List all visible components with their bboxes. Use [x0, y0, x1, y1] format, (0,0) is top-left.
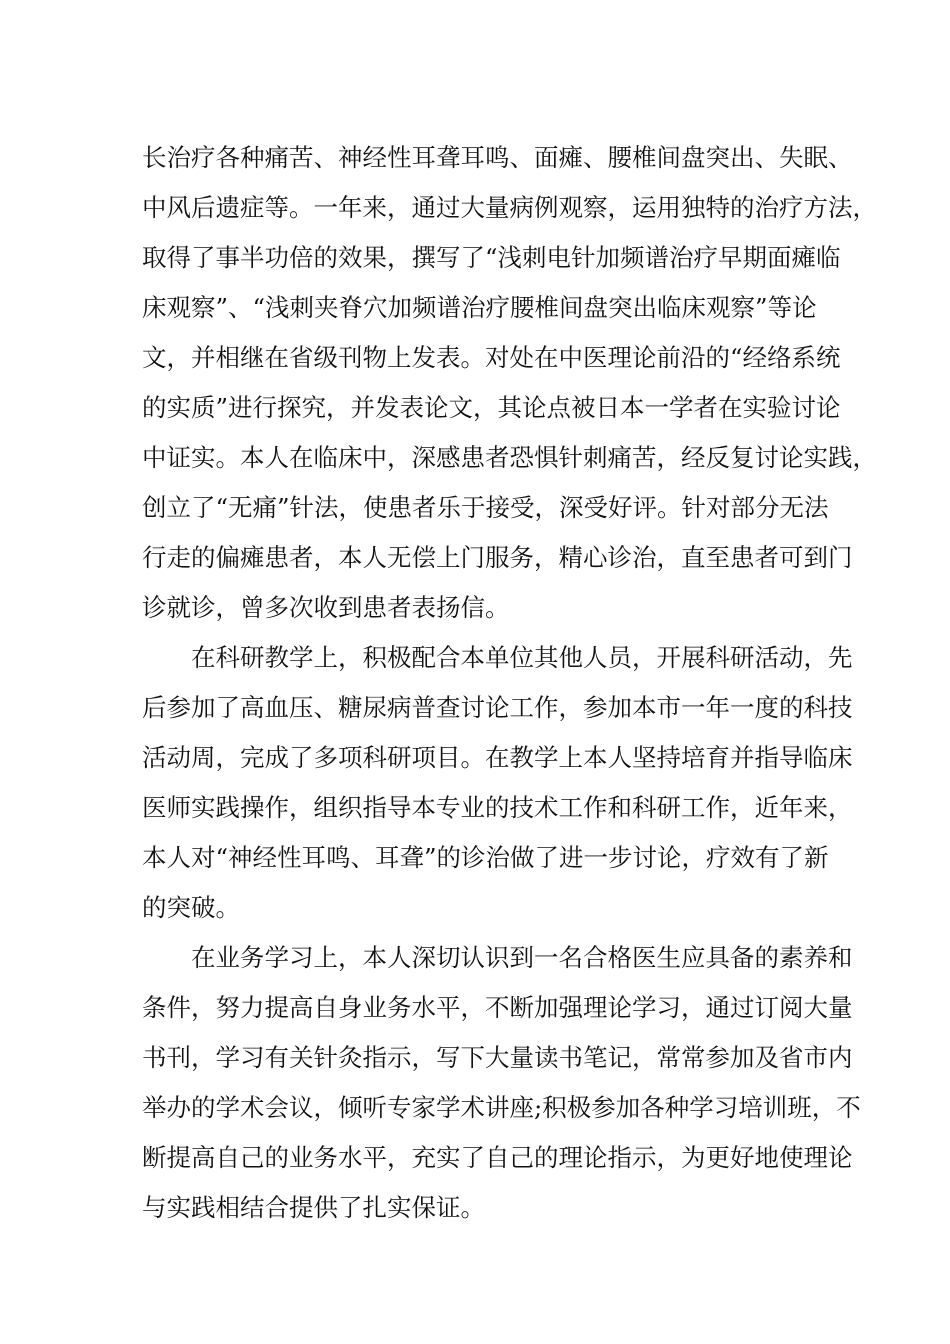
text-line: 医师实践操作，组织指导本专业的技术工作和科研工作，近年来，	[142, 793, 853, 822]
paragraph-first-line: 在科研教学上，积极配合本单位其他人员，开展科研活动，先	[191, 643, 853, 672]
paragraph-first-line: 在业务学习上，本人深切认识到一名合格医生应具备的素养和	[191, 943, 853, 972]
text-line: 与实践相结合提供了扎实保证。	[142, 1193, 485, 1222]
text-line: 本人对“神经性耳鸣、耳聋”的诊治做了进一步讨论，疗效有了新	[142, 843, 829, 872]
text-line: 取得了事半功倍的效果，撰写了“浅刺电针加频谱治疗早期面瘫临	[142, 243, 841, 272]
text-line: 条件，努力提高自身业务水平，不断加强理论学习，通过订阅大量	[142, 993, 853, 1022]
text-line: 床观察”、“浅刺夹脊穴加频谱治疗腰椎间盘突出临床观察”等论	[142, 293, 817, 322]
text-line: 中证实。本人在临床中，深感患者恐惧针刺痛苦，经反复讨论实践，	[142, 443, 877, 472]
document-body	[142, 133, 877, 1233]
text-line: 行走的偏瘫患者，本人无偿上门服务，精心诊治，直至患者可到门	[142, 543, 853, 572]
text-line: 的实质”进行探究，并发表论文，其论点被日本一学者在实验讨论	[142, 393, 841, 422]
text-line: 断提高自己的业务水平，充实了自己的理论指示，为更好地使理论	[142, 1143, 853, 1172]
text-line: 活动周，完成了多项科研项目。在教学上本人坚持培育并指导临床	[142, 743, 853, 772]
text-line: 文，并相继在省级刊物上发表。对处在中医理论前沿的“经络系统	[142, 343, 841, 372]
text-line: 中风后遗症等。一年来，通过大量病例观察，运用独特的治疗方法，	[142, 193, 877, 222]
text-line: 的突破。	[142, 893, 240, 922]
text-line: 书刊，学习有关针灸指示，写下大量读书笔记，常常参加及省市内	[142, 1043, 853, 1072]
text-line: 诊就诊，曾多次收到患者表扬信。	[142, 593, 510, 622]
text-line: 举办的学术会议，倾听专家学术讲座;积极参加各种学习培训班，不	[142, 1093, 861, 1122]
text-line: 后参加了高血压、糖尿病普查讨论工作，参加本市一年一度的科技	[142, 693, 853, 722]
text-line: 长治疗各种痛苦、神经性耳聋耳鸣、面瘫、腰椎间盘突出、失眠、	[142, 143, 853, 172]
text-line: 创立了“无痛”针法，使患者乐于接受，深受好评。针对部分无法	[142, 493, 829, 522]
